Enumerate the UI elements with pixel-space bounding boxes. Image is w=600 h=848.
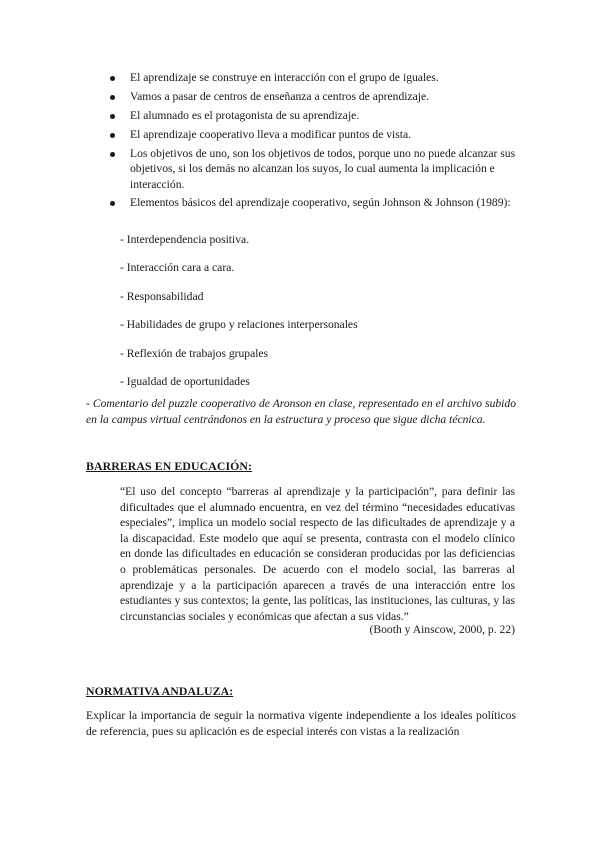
element-item: - Igualdad de oportunidades: [120, 374, 250, 388]
bullet-text: Los objetivos de uno, son los objetivos de todos, porque uno no puede alcanzar sus objetivos, si los demás no alcanzan los suyos, lo cual aumenta la implicación e interacción.: [130, 146, 516, 191]
bullet-dot-icon: [110, 95, 115, 100]
bullet-text: Elementos básicos del aprendizaje cooperativo, según Johnson & Johnson (1989):: [130, 196, 511, 210]
bullet-item: [110, 146, 520, 193]
bullet-text: El alumnado es el protagonista de su aprendizaje.: [130, 108, 360, 122]
bullet-dot-icon: [110, 152, 115, 157]
citation: (Booth y Ainscow, 2000, p. 22): [369, 623, 515, 636]
bullet-item: [110, 127, 520, 143]
bullet-item: [110, 195, 520, 211]
element-item: - Habilidades de grupo y relaciones interpersonales: [120, 318, 358, 332]
comment-paragraph: - Comentario del puzzle cooperativo de Aronson en clase, representado en el archivo subido en la campus virtual centrándonos en la estructura y proceso que sigue dicha técnica.: [86, 397, 516, 426]
bullet-text: Vamos a pasar de centros de enseñanza a centros de aprendizaje.: [130, 89, 430, 103]
element-item: - Responsabilidad: [120, 289, 204, 303]
element-item: - Interdependencia positiva.: [120, 233, 250, 246]
elements-list: [120, 232, 358, 402]
quote-block: “El uso del concepto “barreras al aprendizaje y la participación”, para definir las dificultades que el alumnado encuentra, en vez del término “necesidades educativas especiales”, implica un modelo social respecto de las dificultades de aprendizaje y a la discapacidad. Este modelo que aquí se presenta, contrasta con el modelo clínico en donde las dificultades en educación se consideran producidas por las deficiencias o problemáticas personales. De acuerdo con el modelo social, las barreras al aprendizaje y a la participación aparecen a través de una interacción entre los estudiantes y sus contextos; la gente, las políticas, las instituciones, las culturas, y las circunstancias sociales y económicas que afectan a sus vidas.”: [120, 485, 515, 623]
bullet-item: [110, 108, 520, 124]
bullet-dot-icon: [110, 76, 115, 81]
bullet-dot-icon: [110, 114, 115, 119]
bullet-list: [110, 70, 520, 214]
normativa-heading: NORMATIVA ANDALUZA:: [86, 684, 234, 698]
bullet-dot-icon: [110, 201, 115, 206]
normativa-paragraph: Explicar la importancia de seguir la normativa vigente independiente a los ideales políticos de referencia, pues su aplicación es de especial interés con vistas a la realización: [86, 709, 516, 738]
barreras-heading: BARRERAS EN EDUCACIÓN:: [86, 459, 253, 473]
element-item: - Reflexión de trabajos grupales: [120, 346, 269, 360]
bullet-text: El aprendizaje se construye en interacción con el grupo de iguales.: [130, 71, 439, 84]
bullet-item: [110, 70, 520, 86]
element-item: - Interacción cara a cara.: [120, 261, 235, 275]
bullet-dot-icon: [110, 133, 115, 138]
bullet-text: El aprendizaje cooperativo lleva a modificar puntos de vista.: [130, 127, 412, 141]
bullet-item: [110, 89, 520, 105]
